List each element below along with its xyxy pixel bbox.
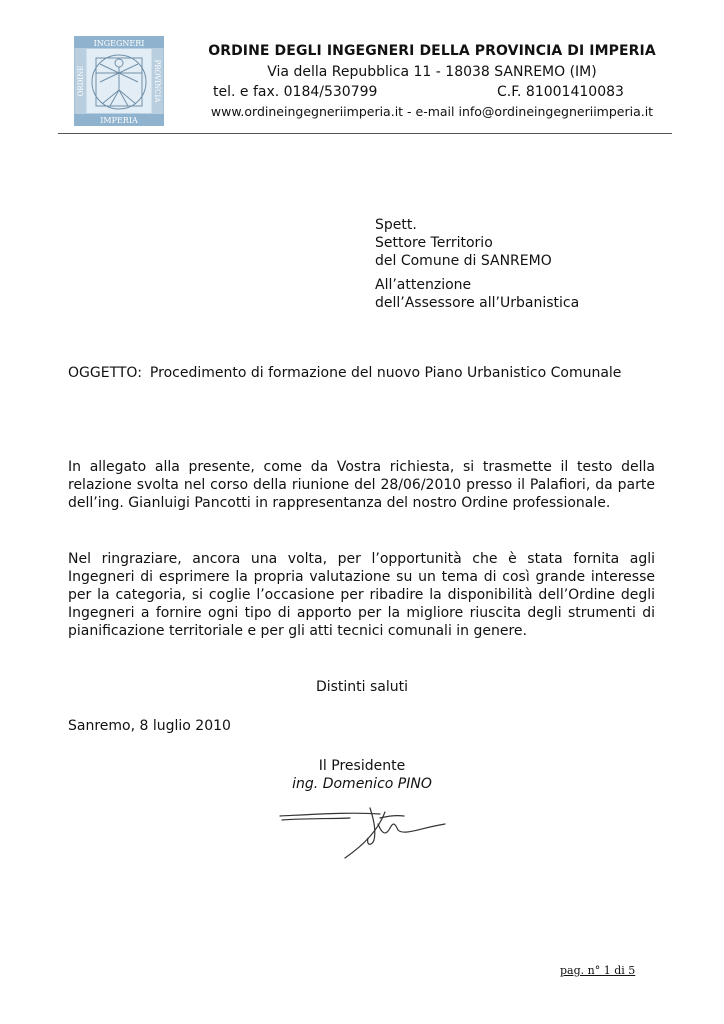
order-logo	[74, 36, 164, 126]
handwritten-signature	[270, 796, 470, 866]
logo-top-text: INGEGNERI	[93, 39, 145, 48]
page-number: pag. n° 1 di 5	[560, 964, 636, 977]
place-and-date: Sanremo, 8 luglio 2010	[68, 718, 231, 734]
attention-line: All’attenzione	[375, 277, 472, 293]
logo-left-text: ORDINE	[77, 65, 85, 97]
attention-line: dell’Assessore all’Urbanistica	[375, 295, 580, 311]
subject-line	[68, 365, 621, 381]
body-paragraph: In allegato alla presente, come da Vostra richiesta, si trasmette il testo della relazione svolta nel corso della riunione del 28/06/2010 presso il Palafiori, da parte dell’ing. Gianluigi Pancotti in rappresentanza del nostro Ordine professionale.	[68, 459, 655, 511]
organization-fiscal-code: C.F. 81001410083	[497, 84, 624, 100]
organization-address: Via della Repubblica 11 - 18038 SANREMO (IM)	[267, 64, 597, 80]
signatory-name: ing. Domenico PINO	[292, 776, 432, 792]
organization-name: ORDINE DEGLI INGEGNERI DELLA PROVINCIA DI IMPERIA	[208, 43, 656, 59]
signatory-title: Il Presidente	[318, 758, 406, 774]
organization-web-email: www.ordineingegneriimperia.it - e-mail info@ordineingegneriimperia.it	[210, 104, 654, 119]
logo-bottom-text: IMPERIA	[100, 116, 138, 125]
organization-phone: tel. e fax. 0184/530799	[213, 84, 378, 100]
recipient-line: Spett.	[375, 217, 417, 233]
subject-text: Procedimento di formazione del nuovo Piano Urbanistico Comunale	[149, 365, 622, 381]
logo-right-text: PROVINCIA	[153, 59, 161, 103]
letterhead-divider	[58, 133, 672, 134]
subject-label: OGGETTO:	[68, 365, 142, 381]
recipient-line: Settore Territorio	[375, 235, 493, 251]
closing-salutation: Distinti saluti	[315, 679, 409, 695]
body-paragraph: Nel ringraziare, ancora una volta, per l’opportunità che è stata fornita agli Ingegneri di esprimere la propria valutazione su un tema di così grande interesse per la categoria, si coglie l’occasione per ribadire la disponibilità dell’Ordine degli Ingegneri a fornire ogni tipo di apporto per la migliore riuscita degli strumenti di pianificazione territoriale e per gli atti tecnici comunali in genere.	[68, 551, 655, 639]
recipient-line: del Comune di SANREMO	[375, 253, 552, 269]
